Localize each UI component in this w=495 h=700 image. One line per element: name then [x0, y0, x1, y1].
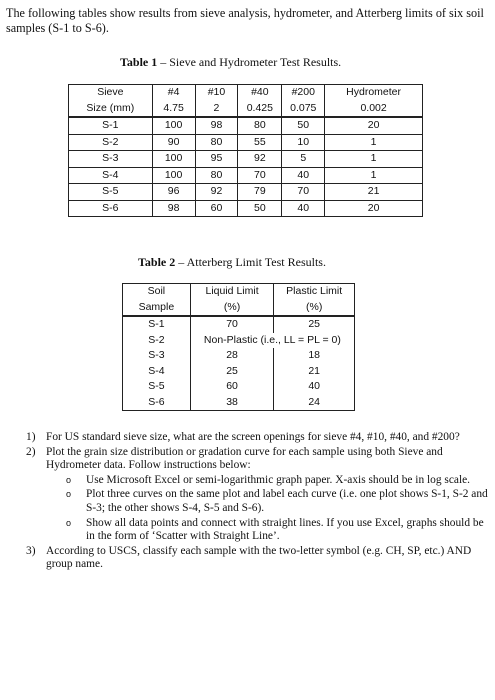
- sub-instruction-item: [0, 488, 495, 515]
- table2-cell: Sample: [123, 300, 191, 317]
- table2-cell: S-5: [148, 380, 165, 392]
- table2-caption-text: – Atterberg Limit Test Results.: [175, 255, 326, 269]
- table1-cell: Size (mm): [69, 101, 153, 118]
- table-row: [123, 316, 355, 333]
- table-row: [69, 200, 423, 217]
- table1-cell: Hydrometer: [325, 85, 423, 101]
- question-text: For US standard sieve size, what are the screen openings for sieve #4, #10, #40, and #200?: [46, 431, 460, 443]
- table1-cell: 0.002: [325, 101, 423, 118]
- table-row: [69, 184, 423, 201]
- table1-cell: 100: [152, 117, 195, 134]
- question-number: 1): [26, 431, 36, 443]
- question-text: According to USCS, classify each sample with the two-letter symbol (e.g. CH, SP, etc.) AND group name.: [46, 544, 472, 571]
- table1-cell: #4: [152, 85, 195, 101]
- table2-cell: S-6: [148, 395, 165, 408]
- table1-caption-label: Table 1: [120, 55, 158, 69]
- table1-cell: 70: [282, 184, 325, 201]
- table-row: [69, 167, 423, 184]
- table2-header-row: [123, 284, 355, 300]
- table-row: [123, 348, 355, 364]
- table1-cell: 96: [152, 184, 195, 201]
- sub-instruction-text: Use Microsoft Excel or semi-logarithmic graph paper. X-axis should be in log scale.: [86, 473, 471, 486]
- table2-header-row: [123, 300, 355, 317]
- table2-cell: S-3: [148, 349, 165, 361]
- table1-caption-text: – Sieve and Hydrometer Test Results.: [157, 55, 342, 69]
- table-row: [123, 333, 355, 349]
- table2-cell: 28: [190, 348, 274, 364]
- circle-bullet-icon: o: [66, 517, 72, 528]
- question-number: 2): [26, 445, 36, 458]
- table1-cell: 98: [195, 117, 238, 134]
- table-row: [69, 134, 423, 151]
- sub-instruction-text: Show all data points and connect with straight lines. If you use Excel, graphs should be in the form of ‘Scatter with Straight Line’.: [86, 516, 484, 543]
- table1-cell: Sieve: [97, 86, 124, 98]
- question-item: [0, 446, 495, 473]
- question-item: [0, 545, 495, 572]
- table1-cell: 95: [195, 151, 238, 168]
- table1-cell: 60: [195, 200, 238, 217]
- table1-cell: 80: [195, 134, 238, 151]
- atterberg-limit-table: [122, 283, 355, 411]
- table2-cell: 60: [190, 379, 274, 395]
- table1-cell: 79: [238, 184, 282, 201]
- sub-instruction-item: [0, 517, 495, 544]
- table2-cell: S-1: [148, 318, 165, 330]
- table1-cell: 0.075: [282, 101, 325, 118]
- table-row: [123, 379, 355, 395]
- table1-cell: S-4: [69, 167, 153, 184]
- circle-bullet-icon: o: [66, 474, 72, 485]
- table1-cell: S-2: [69, 134, 153, 151]
- table1-cell: 1: [325, 167, 423, 184]
- table1-cell: #40: [238, 85, 282, 101]
- table2-cell: (%): [274, 300, 355, 317]
- table1-cell: 20: [325, 117, 423, 134]
- circle-bullet-icon: o: [66, 489, 72, 500]
- table-row: [69, 151, 423, 168]
- table1-cell: 100: [152, 151, 195, 168]
- table1-cell: 1: [325, 134, 423, 151]
- table1-caption: [120, 55, 341, 70]
- table1-cell: S-3: [69, 151, 153, 168]
- sub-instruction-item: [0, 474, 495, 488]
- table1-cell: S-1: [69, 117, 153, 134]
- table1-cell: 90: [152, 134, 195, 151]
- question-item: [0, 431, 495, 445]
- table1-cell: 5: [282, 151, 325, 168]
- table2-cell: Non-Plastic (i.e., LL = PL = 0): [190, 333, 354, 349]
- table1-cell: 2: [195, 101, 238, 118]
- question-text: Plot the grain size distribution or gradation curve for each sample using both Sieve and Hydrometer data. Follow instructions below:: [46, 445, 443, 472]
- table1-cell: 10: [282, 134, 325, 151]
- table1-cell: S-5: [69, 184, 153, 201]
- table1-cell: 40: [282, 167, 325, 184]
- table1-cell: 0.425: [238, 101, 282, 118]
- table2-cell: 25: [190, 364, 274, 380]
- table2-cell: S-4: [148, 364, 165, 377]
- table1-cell: 21: [325, 184, 423, 201]
- table-row: [69, 117, 423, 134]
- table1-cell: 92: [238, 151, 282, 168]
- table2-cell: 24: [274, 395, 355, 411]
- intro-paragraph: The following tables show results from sieve analysis, hydrometer, and Atterberg limits of six soil samples (S-1 to S-6).: [6, 6, 484, 35]
- table2-cell: (%): [190, 300, 274, 317]
- table2-cell: 38: [190, 395, 274, 411]
- table1-cell: S-6: [69, 200, 153, 217]
- table2-cell: Plastic Limit: [274, 284, 355, 300]
- table1-cell: 80: [195, 167, 238, 184]
- table1-cell: 80: [238, 117, 282, 134]
- table2-cell: Soil: [147, 285, 166, 297]
- table1-cell: 92: [195, 184, 238, 201]
- table2-caption: [138, 255, 326, 270]
- table2-cell: 21: [274, 364, 355, 380]
- table-row: [123, 364, 355, 380]
- table1-cell: 100: [152, 167, 195, 184]
- question-number: 3): [26, 544, 36, 557]
- table1-cell: 98: [152, 200, 195, 217]
- table1-header-row: [69, 101, 423, 118]
- table1-cell: 50: [282, 117, 325, 134]
- table1-cell: 1: [325, 151, 423, 168]
- table2-cell: S-2: [148, 333, 165, 346]
- table1-header-row: [69, 85, 423, 101]
- table-row: [123, 395, 355, 411]
- question-list: [0, 431, 495, 573]
- table2-cell: 18: [274, 348, 355, 364]
- table2-cell: 25: [274, 316, 355, 333]
- table1-cell: #200: [282, 85, 325, 101]
- table1-cell: 4.75: [152, 101, 195, 118]
- table2-caption-label: Table 2: [138, 255, 176, 269]
- table1-cell: 20: [325, 200, 423, 217]
- table1-cell: 40: [282, 200, 325, 217]
- table2-cell: 40: [274, 379, 355, 395]
- table2-cell: 70: [190, 316, 274, 333]
- table2-cell: Liquid Limit: [190, 284, 274, 300]
- table1-cell: #10: [195, 85, 238, 101]
- table1-cell: 70: [238, 167, 282, 184]
- sub-instruction-text: Plot three curves on the same plot and label each curve (i.e. one plot shows S-1, S-2 and S-3; the other shows S-4, S-5 and S-6).: [86, 488, 488, 514]
- table1-cell: 50: [238, 200, 282, 217]
- table1-cell: 55: [238, 134, 282, 151]
- sieve-hydrometer-table: [68, 84, 423, 217]
